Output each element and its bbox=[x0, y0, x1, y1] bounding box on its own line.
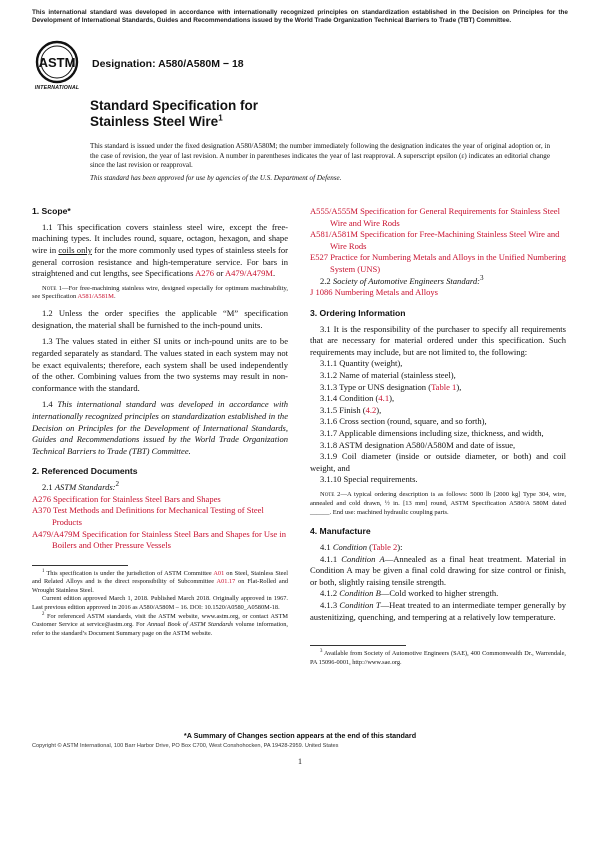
table-1-link[interactable]: Table 1 bbox=[431, 381, 457, 392]
ref-item[interactable]: A276 Specification for Stainless Steel Bars and Shapes bbox=[32, 493, 221, 504]
copyright-line: Copyright © ASTM International, 100 Barr Harbor Drive, PO Box C700, West Conshohocken, PA 19428-2959. United States bbox=[32, 743, 339, 749]
intro-block bbox=[90, 142, 550, 184]
astm-standards-label: 2.1 ASTM Standards:$^2$ bbox=[42, 480, 120, 493]
manufacture-heading: 4. Manufacture bbox=[310, 526, 371, 537]
ref-item[interactable]: J 1086 Numbering Metals and Alloys bbox=[310, 287, 438, 298]
manufacture-4-1-2: 4.1.2 Condition B—Cold worked to higher strength. bbox=[320, 588, 499, 599]
astm-logo bbox=[30, 40, 84, 92]
ordering-item: 3.1.2 Name of material (stainless steel), bbox=[320, 370, 456, 380]
note-1: Note 1—For free-machining stainless wire, designed especially for optimum machinability, see Specification A581/A581M. bbox=[32, 284, 288, 301]
approved-statement: This standard has been approved for use by agencies of the U.S. Department of Defense. bbox=[90, 173, 342, 182]
footnote-separator bbox=[32, 565, 128, 566]
scope-1-3: 1.3 The values stated in either SI units or inch-pound units are to be regarded separately as standard. The values stated in each system may not be exact equivalents; therefore, each system shall be used independently of the other. Combining values from the two systems may result in non-conformance with the standard. bbox=[32, 336, 288, 393]
ref-item[interactable]: A479/A479M Specification for Stainless Steel Bars and Shapes for Use in Boilers and Other Pressure Vessels bbox=[32, 528, 287, 551]
footnote-separator bbox=[310, 645, 406, 646]
designation: Designation: A580/A580M − 18 bbox=[92, 58, 244, 70]
ordering-list bbox=[310, 324, 566, 487]
right-column bbox=[310, 206, 566, 667]
section-4-2-link[interactable]: 4.2 bbox=[365, 404, 377, 415]
ordering-item: 3.1.8 ASTM designation A580/A580M and date of issue, bbox=[320, 439, 516, 450]
summary-of-changes-note: *A Summary of Changes section appears at the end of this standard bbox=[183, 731, 417, 740]
ref-item[interactable]: E527 Practice for Numbering Metals and Alloys in the Unified Numbering System (UNS) bbox=[310, 252, 566, 275]
title-footnote-mark[interactable]: 1 bbox=[218, 113, 223, 123]
page-number: 1 bbox=[298, 757, 302, 766]
wto-notice: This international standard was developed in accordance with internationally recognized principles on standardization established in the Decision on Principles for the Development of International Standards, Guides and Recommendations issued by the World Trade Organization Technical Barriers to Trade (TBT) Committee. bbox=[32, 9, 568, 24]
left-column bbox=[32, 206, 288, 638]
astm-logo-icon bbox=[30, 40, 84, 84]
logo-mark: ASTM bbox=[38, 55, 76, 70]
footnote-2: $^2$ For referenced ASTM standards, visit the ASTM website, www.astm.org, or contact ASTM Customer Service at service@astm.org. For Annual Book of ASTM Standards volume information, refer to the standard’s Document Summary page on the ASTM website. bbox=[32, 611, 288, 637]
ordering-heading: 3. Ordering Information bbox=[310, 307, 406, 318]
scope-heading: 1. Scope* bbox=[32, 206, 71, 216]
ordering-item: 3.1.10 Special requirements. bbox=[320, 474, 418, 485]
manufacture-4-1-1: 4.1.1 Condition A—Annealed as a final heat treatment. Material in Condition A may be given a final cold drawing for size control or finish, or both, slightly raising tensile strength. bbox=[310, 553, 566, 587]
ref-item[interactable]: A555/A555M Specification for General Requirements for Stainless Steel Wire and Wire Rods bbox=[310, 206, 560, 228]
ref-link-a479[interactable]: A479/A479M bbox=[224, 268, 273, 279]
footnote-1-edition: Current edition approved March 1, 2018. Published March 2018. Originally approved in 1967. Last previous edition approved in 2016 as A580/A580M – 16. DOI: 10.1520/A0580_A0580M-18. bbox=[32, 595, 288, 612]
ordering-item: 3.1.3 Type or UNS designation (Table 1), bbox=[320, 381, 462, 392]
manufacture-list bbox=[310, 542, 566, 623]
referenced-heading: 2. Referenced Documents bbox=[32, 466, 138, 477]
ref-item[interactable]: A370 Test Methods and Definitions for Mechanical Testing of Steel Products bbox=[32, 505, 264, 527]
ordering-item: 3.1.9 Coil diameter (inside or outside diameter, or both) and coil weight, and bbox=[310, 451, 566, 473]
committee-link-a01[interactable]: A01 bbox=[213, 569, 225, 577]
page-title bbox=[90, 98, 258, 131]
astm-ref-list-right bbox=[310, 206, 566, 276]
sae-standard-label: 2.2 Society of Automotive Engineers Standard:$^3$ bbox=[320, 273, 484, 286]
note-2: Note 2—A typical ordering description is as follows: 5000 lb [2000 kg] Type 304, wire, annealed and cold drawn, ½ in. [13 mm] round, ASTM Specification A580/A 580M dated ______. End use: machined hydraulic coupling parts. bbox=[310, 491, 567, 516]
footnote-1: $^1$ This specification is under the jurisdiction of ASTM Committee A01 on Steel, Stainless Steel and Related Alloys and is the direct responsibility of Subcommittee A01.17 on Flat-Rolled and Wrought Stainless Steel. bbox=[32, 568, 289, 594]
table-2-link[interactable]: Table 2 bbox=[372, 541, 398, 552]
scope-1-1: 1.1 This specification covers stainless steel wire, except the free-machining types. It includes round, square, octagon, hexagon, and shape wire in coils only for the more commonly used types of stainless steels for general corrosion resistance and high-temperature service. For bars in straightened and cut lengths, see Specifications A276 or A479/A479M. bbox=[32, 221, 289, 279]
manufacture-4-1: 4.1 Condition (Table 2): bbox=[320, 541, 403, 552]
ref-link-a276[interactable]: A276 bbox=[195, 268, 215, 279]
ordering-item: 3.1.4 Condition (4.1), bbox=[320, 393, 395, 404]
scope-1-2: 1.2 Unless the order specifies the applicable “M” specification designation, the material shall be furnished to the inch-pound units. bbox=[32, 308, 288, 330]
ordering-item: 3.1.1 Quantity (weight), bbox=[320, 358, 403, 369]
ref-link-a581[interactable]: A581/A581M bbox=[77, 293, 114, 301]
title-line-1: Standard Specification for bbox=[90, 98, 259, 113]
astm-ref-list-left bbox=[32, 494, 288, 552]
ordering-item: 3.1.6 Cross section (round, square, and so forth), bbox=[320, 416, 487, 427]
manufacture-4-1-3: 4.1.3 Condition T—Heat treated to an intermediate temper generally by austenitizing, quenching, and tempering at a relatively low temperature. bbox=[310, 599, 566, 622]
section-4-1-link[interactable]: 4.1 bbox=[378, 393, 390, 404]
title-line-2: Stainless Steel Wire bbox=[90, 114, 219, 130]
ref-item[interactable]: A581/A581M Specification for Free-Machining Stainless Steel Wire and Wire Rods bbox=[310, 229, 560, 251]
logo-tagline: INTERNATIONAL bbox=[34, 85, 80, 91]
ordering-item: 3.1.7 Applicable dimensions including size, thickness, and width, bbox=[320, 428, 544, 439]
ordering-item: 3.1.5 Finish (4.2), bbox=[320, 404, 382, 415]
scope-1-4: 1.4 This international standard was developed in accordance with internationally recognized principles on standardization established in the Decision on Principles for the Development of International Standards, Guides and Recommendations issued by the World Trade Organization Technical Barriers to Trade (TBT) Committee. bbox=[32, 399, 288, 456]
issued-statement: This standard is issued under the fixed designation A580/A580M; the number immediately following the designation indicates the year of original adoption or, in the case of revision, the year of last revision. A number in parentheses indicates the year of last reapproval. A superscript epsilon (ε) indicates an editorial change since the last revision or reapproval. bbox=[90, 142, 550, 170]
ordering-intro: 3.1 It is the responsibility of the purchaser to specify all requirements that are necessary for material ordered under this specification. Such requirements may include, but are not limited to, the following: bbox=[310, 323, 566, 357]
footnote-3: $^3$ Available from Society of Automotive Engineers (SAE), 400 Commonwealth Dr., Warrendale, PA 15096-0001, http://www.sae.org. bbox=[310, 649, 566, 666]
subcommittee-link[interactable]: A01.17 bbox=[216, 578, 236, 586]
coils-only-text: coils only bbox=[58, 244, 93, 255]
